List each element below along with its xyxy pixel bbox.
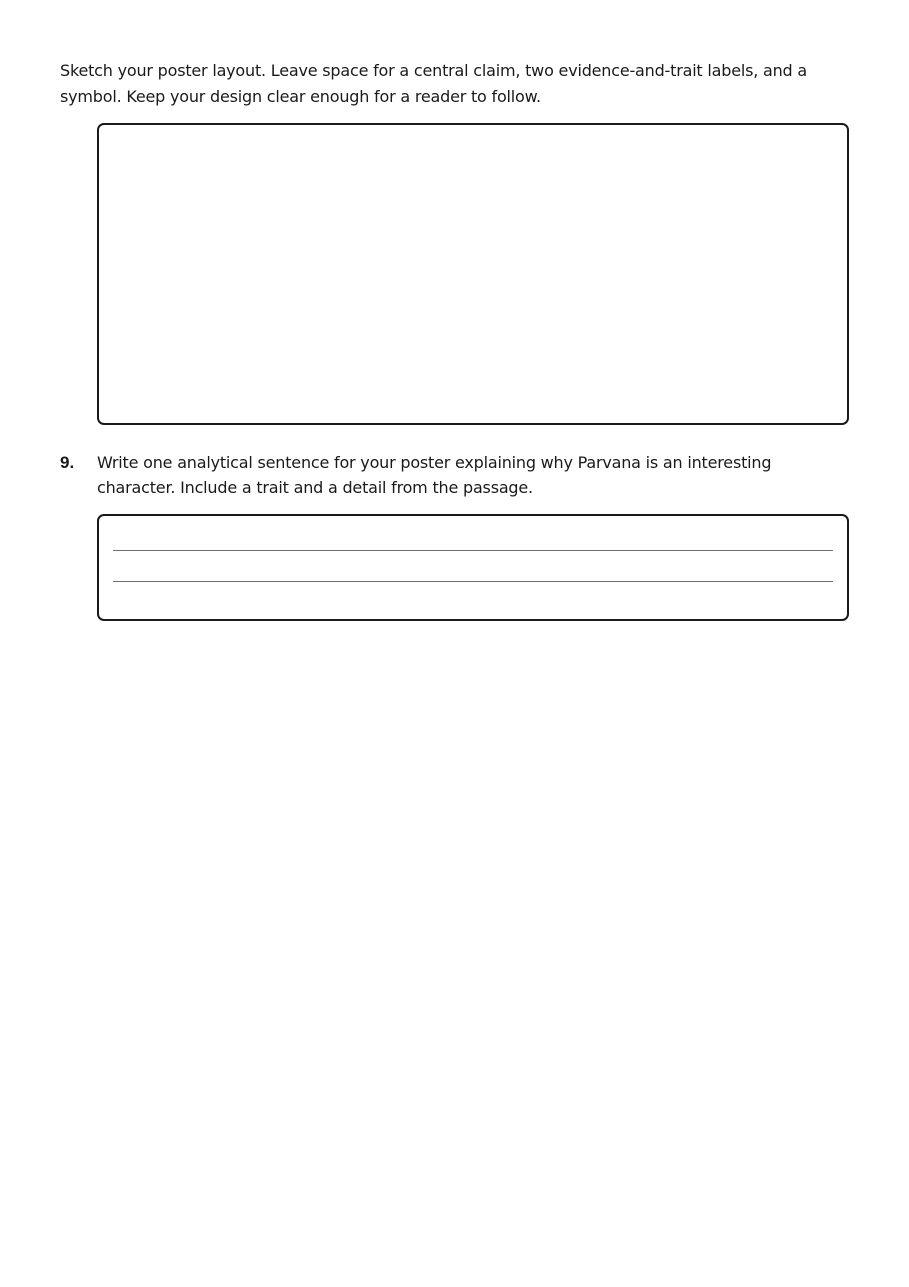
poster-sketch-area[interactable] — [97, 123, 849, 425]
answer-line[interactable] — [113, 550, 833, 551]
question-number: 9. — [60, 453, 75, 472]
answer-line[interactable] — [113, 581, 833, 582]
answer-box[interactable] — [97, 514, 849, 621]
question-prompt: Write one analytical sentence for your poster explaining why Parvana is an interesting character. Include a trait and a detail from the passage. — [97, 453, 772, 497]
sketch-instructions: Sketch your poster layout. Leave space for a central claim, two evidence-and-trait labels, and a symbol. Keep your design clear enough for a reader to follow. — [60, 61, 807, 106]
